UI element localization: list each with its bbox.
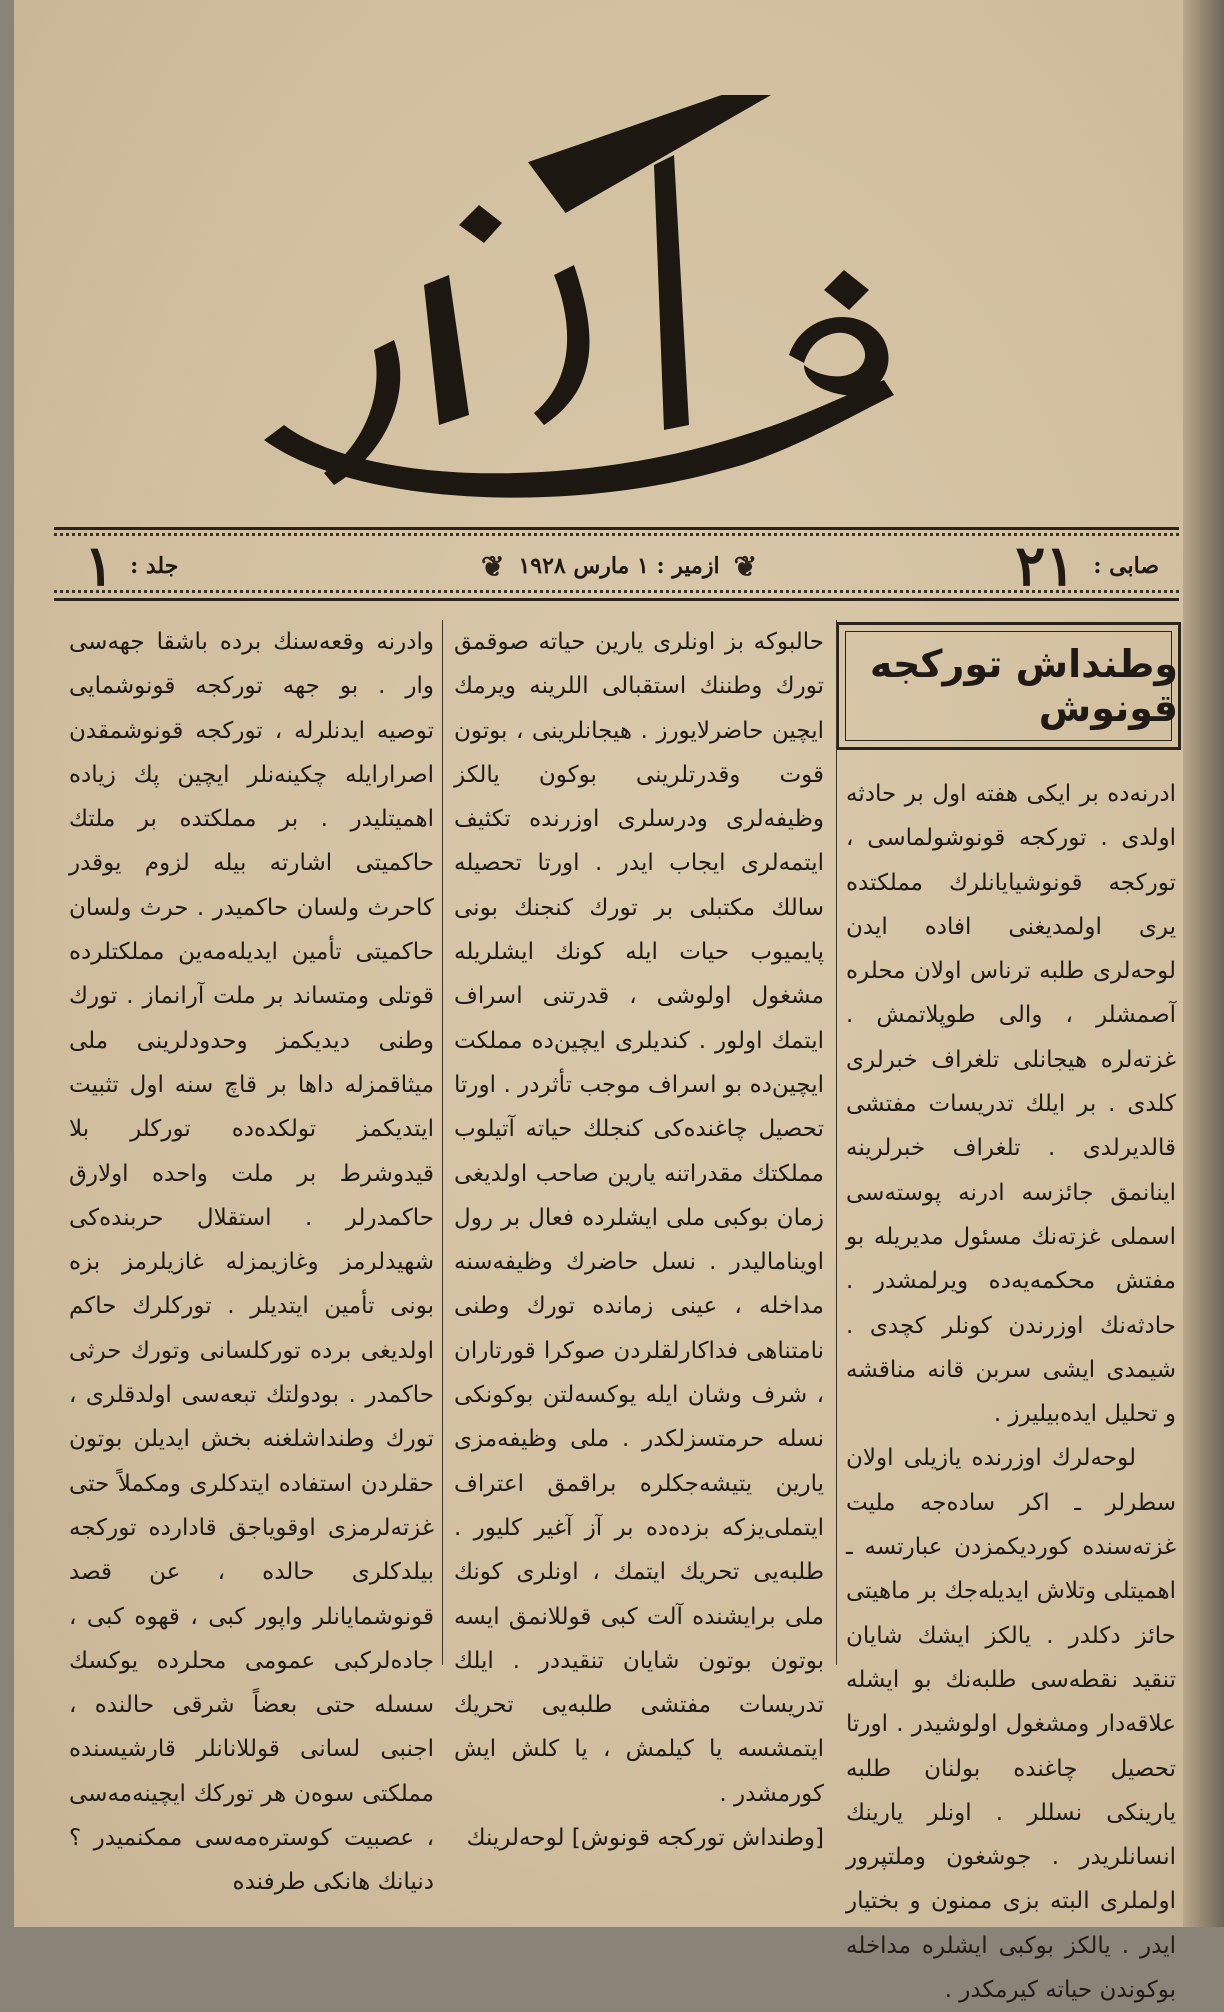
bottom-double-rule	[54, 598, 1179, 601]
issue-label: صابی :	[1093, 553, 1159, 579]
article-column-left	[69, 620, 434, 1905]
ornament-icon: ❦	[733, 549, 758, 583]
top-double-rule	[54, 527, 1179, 530]
issue-info-bar	[54, 533, 1179, 599]
issue-date: ازمیر : ۱ مارس ۱۹۲۸	[518, 553, 720, 579]
article-column-right	[846, 772, 1176, 2012]
column-separator	[442, 620, 443, 1665]
paragraph: [وطنداش تورکجه قونوش] لوحه‌لرینك	[466, 1825, 824, 1852]
paragraph: وادرنه وقعه‌سنك برده باشقا جهه‌سی وار . بو جهه تورکجه قونوشمایی توصیه ایدنلرله ، تورکجه قونوشمقدن اصرارایله چکینه‌نلر ایچین پك زیاده اهمیتلیدر . بر مملکتده بر ملتك حاکمیتی اشارته بیله لزوم یوقدر کاحرث ولسان حاکمیدر . حرث ولسان حاکمیتی تأمین ایدیله‌مه‌ین مملکتلرده قوتلی ومتساند بر ملت آرانماز . تورك وطنی دیدیکمز وحدودلرینی ملی میثاقمزله داها بر قاچ سنه اول تثبیت ایتدیکمز تولکده‌ده تورکلر بلا قیدوشرط بر ملت واحده اولارق حاکمدرلر . استقلال حربنده‌کی شهیدلرمز وغازیمزله غازیلرمز بزه بونی تأمین ایتدیلر . تورکلرك حاکم اولدیغی برده تورکلسانی وتورك حرثی حاکمدر . بودولتك تبعه‌سی اولدقلری ، تورك وطنداشلغنه بخش ایدیلن بوتون حقلردن استفاده ایتدکلری ومکملاً حتی غزته‌لرمزی اوقویاجق قادارده تورکجه بیلدکلری حالده ، عن قصد قونوشمایانلر واپور کبی ، قهوه کبی ، جاده‌لرکبی عمومی محلرده یوکسك سسله حتی بعضاً شرقی حالنده ، اجنبی لسانی قوللانانلر قارشیسنده مملکتی سوه‌ن هر تورکك ایچینه‌مه‌سی ، عصبیت کوستره‌مه‌سی ممکنمیدر ؟ دنیانك هانکی طرفنده	[69, 629, 434, 1896]
volume-label: جلد :	[130, 553, 179, 579]
issue-number-block	[1015, 533, 1159, 599]
volume-number: ۱	[84, 533, 115, 599]
masthead-logo	[244, 95, 1004, 535]
volume-block	[84, 533, 179, 599]
column-separator	[836, 620, 837, 1665]
paragraph: لوحه‌لرك اوزرنده یازیلی اولان سطرلر ـ اکر ساده‌جه ملیت غزته‌سنده کوردیکمزدن عبارتسه ـ اهمیتلی وتلاش ایدیله‌جك بر ماهیتی حائز دکلدر . یالکز ایشك شایان تنقید نقطه‌سی طلبه‌نك بو ایشله علاقه‌دار ومشغول اولوشیدر . اورتا تحصیل چاغنده بولنان طلبه یارینکی نسللر . اونلر یارینك انسانلریدر . جوشغون وملتپرور اولملری البته بزی ممنون و بختیار ایدر . یالکز بوکبی ایشلره مداخله بوکوندن حیاته کیرمکدر .	[846, 1445, 1176, 2004]
masthead-calligraphy	[244, 95, 1004, 535]
article-headline: وطنداش تورکجه قونوش	[869, 642, 1178, 730]
top-dotted-rule	[54, 533, 1179, 536]
paragraph: حالبوکه بز اونلری یارین حیاته صوقمق تورك وطننك استقبالی اللرینه ویرمك ایچین حاضرلایورز . هیجانلرینی ، بوتون قوت وقدرتلرینی بوکون یالکز وظیفه‌لری ودرسلری اوزرنده تکثیف ایتمه‌لری ایجاب ایدر . اورتا تحصیله سالك مکتبلی بر تورك کنجنك بونی پایمیوب حیات ایله کونك ایشلریله مشغول اولوشی ، قدرتنی اسراف ایتمك اولور . کندیلری ایچین‌ده مملکت ایچین‌ده بو اسراف موجب تأثردر . اورتا تحصیل چاغنده‌کی کنجلك حیاته آتیلوب مملکتك مقدراتنه یارین صاحب اولدیغی زمان بوکبی ملی ایشلرده فعال بر رول اوینامالیدر . نسل حاضرك وظیفه‌سنه مداخله ، عینی زمانده تورك وطنی نامتناهی فداکارلقلردن صوکرا قورتاران ، شرف وشان ایله یوکسه‌لتن بوکونکی نسله حرمتسزلکدر . ملی وظیفه‌مزی یارین یتیشه‌جکلره براقمق اعتراف ایتملی‌یزکه بزده‌ده بر آز آغیر کلیور . طلبه‌یی تحریك ایتمك ، اونلری کونك ملی برایشنده آلت کبی قوللانمق ایسه بوتون بوتون شایان تنقیددر . ایلك تدریسات مفتشی طلبه‌یی تحریك ایتمشسه یا کیلمش ، یا کلش ایش کورمشدر .	[454, 629, 824, 1807]
page-binding-edge	[1183, 0, 1224, 1927]
article-headline-box	[836, 622, 1181, 750]
newspaper-page	[14, 0, 1216, 2004]
issue-number: ۲۱	[1015, 533, 1076, 599]
ornament-icon: ❦	[480, 549, 505, 583]
article-column-middle	[454, 620, 824, 1860]
paragraph: ادرنه‌ده بر ایکی هفته اول بر حادثه اولدی . تورکجه قونوشولماسی ، تورکجه قونوشیایانلرك مملکتده یری اولمدیغنی افاده ایدن لوحه‌لری طلبه ترناس اولان محلره آصمشلر ، والی طوپلاتمش . غزته‌لره هیجانلی تلغراف خبرلری کلدی . بر ایلك تدریسات مفتشی قالدیرلدی . تلغراف خبرلرینه اینانمق جائزسه ادرنه پوسته‌سی اسملی غزته‌نك مسئول مدیریله بو مفتش محکمه‌یه‌ده ویرلمشدر . حادثه‌نك اوزرندن کونلر کچدی . شیمدی ایشی سربن قانه مناقشه و تحلیل ایده‌بیلیرز .	[846, 781, 1176, 1428]
issue-date-block	[454, 540, 784, 592]
